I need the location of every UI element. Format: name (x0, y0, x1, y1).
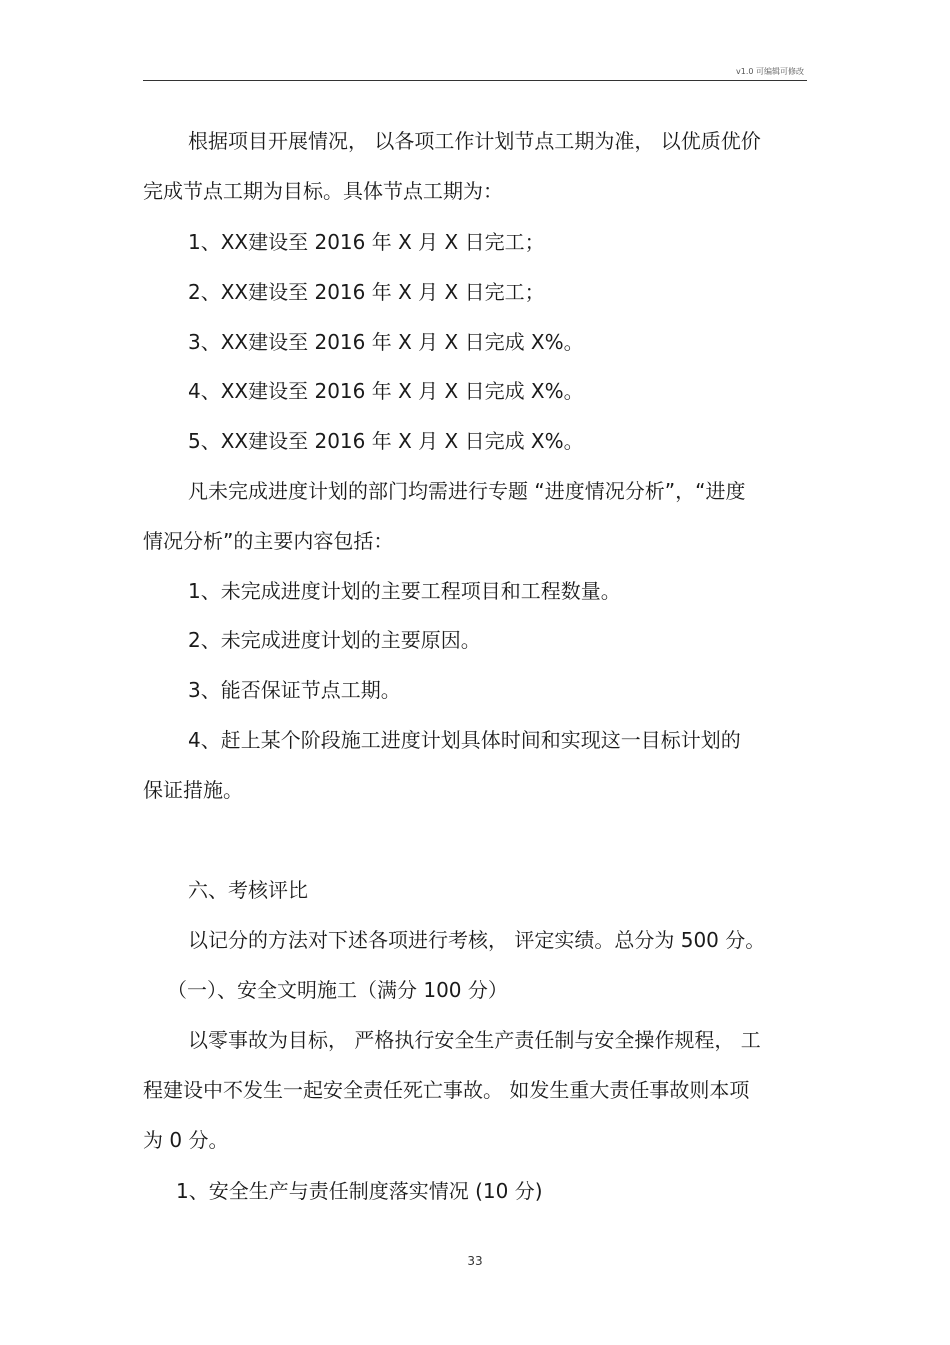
list-item: 1、未完成进度计划的主要工程项目和工程数量。 (188, 579, 621, 603)
paragraph-line: 完成节点工期为目标。具体节点工期为： (143, 179, 503, 203)
paragraph-line: 为 0 分。 (143, 1128, 229, 1152)
list-item: 2、未完成进度计划的主要原因。 (188, 628, 481, 652)
header-note: v1.0 可编辑可修改 (736, 67, 804, 76)
list-item: 4、赶上某个阶段施工进度计划具体时间和实现这一目标计划的 (188, 728, 741, 752)
list-item: 3、能否保证节点工期。 (188, 678, 401, 702)
paragraph-line: 以零事故为目标， 严格执行安全生产责任制与安全操作规程， 工 (188, 1028, 761, 1052)
list-item: 2、XX建设至 2016 年 X 月 X 日完工； (188, 280, 545, 304)
list-item: 4、XX建设至 2016 年 X 月 X 日完成 X%。 (188, 379, 584, 403)
list-item: 3、XX建设至 2016 年 X 月 X 日完成 X%。 (188, 330, 584, 354)
paragraph-line: 根据项目开展情况， 以各项工作计划节点工期为准， 以优质优价 (188, 129, 761, 153)
subsection-heading: （一）、安全文明施工（满分 100 分） (167, 978, 508, 1002)
page-number: 33 (467, 1254, 483, 1268)
paragraph-line: 凡未完成进度计划的部门均需进行专题 “进度情况分析”，“进度 (188, 479, 746, 503)
list-item: 1、安全生产与责任制度落实情况 (10 分) (176, 1179, 543, 1203)
paragraph-line: 保证措施。 (143, 778, 243, 802)
list-item: 1、XX建设至 2016 年 X 月 X 日完工； (188, 230, 545, 254)
section-heading: 六、考核评比 (188, 878, 308, 902)
paragraph-line: 以记分的方法对下述各项进行考核， 评定实绩。总分为 500 分。 (188, 928, 766, 952)
list-item: 5、XX建设至 2016 年 X 月 X 日完成 X%。 (188, 429, 584, 453)
paragraph-line: 程建设中不发生一起安全责任死亡事故。 如发生重大责任事故则本项 (143, 1078, 750, 1102)
header-rule (143, 80, 807, 81)
paragraph-line: 情况分析”的主要内容包括： (143, 529, 394, 553)
